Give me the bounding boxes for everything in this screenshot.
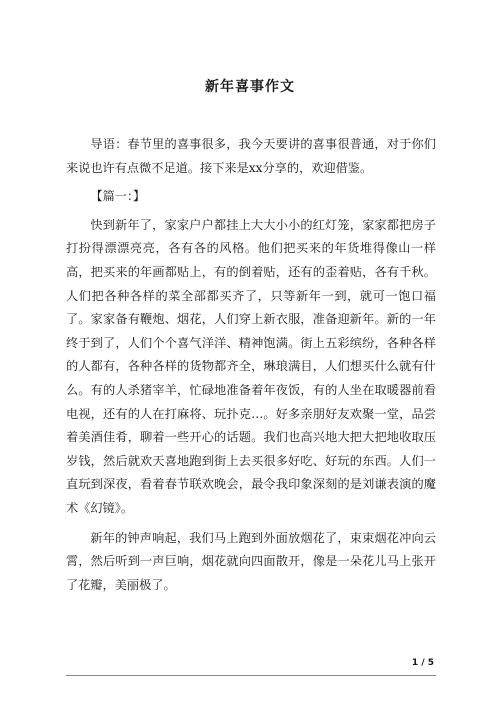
footer-divider [66, 675, 436, 676]
body-paragraph-2: 新年的钟声响起，我们马上跑到外面放烟花了，束束烟花冲向云霄，然后听到一声巨响，烟花就向四面散开，像是一朵花儿马上张开了花瓣，美丽极了。 [66, 530, 436, 592]
intro-paragraph: 导语：春节里的喜事很多，我今天要讲的喜事很普通，对于你们来说也许有点微不足道。接下来是xx分享的，欢迎借鉴。 [66, 137, 436, 175]
body-paragraph-1: 快到新年了，家家户户都挂上大大小小的红灯笼，家家都把房子打扮得漂漂亮亮，各有各的风格。他们把买来的年货堆得像山一样高，把买来的年画都贴上，有的倒着贴，还有的歪着贴，各有千秋。人们把各种各样的菜全部都买齐了，只等新年一到，就可一饱口福了。家家备有鞭炮、烟花，人们穿上新衣服，准备迎新年。新的一年终于到了，人们个个喜气洋洋、精神饱满。街上五彩缤纷，各种各样的人都有，各种各样的货物都齐全，琳琅满目，人们想买什么就有什么。有的人杀猪宰羊，忙碌地准备着年夜饭，有的人坐在取暖器前看电视，还有的人在打麻将、玩扑克…。好多亲朋好友欢聚一堂，品尝着美酒佳肴，聊着一些开心的话题。我们也高兴地大把大把地收取压岁钱，然后就欢天喜地跑到街上去买很多好吃、好玩的东西。人们一直玩到深夜，看着春节联欢晚会，最令我印象深刻的是刘谦表演的魔术《幻镜》。 [66, 217, 436, 515]
document-title: 新年喜事作文 [205, 79, 295, 95]
section-heading: 【篇一：】 [90, 189, 146, 204]
document-body [66, 133, 436, 597]
page-number: 1 / 5 [411, 658, 434, 668]
